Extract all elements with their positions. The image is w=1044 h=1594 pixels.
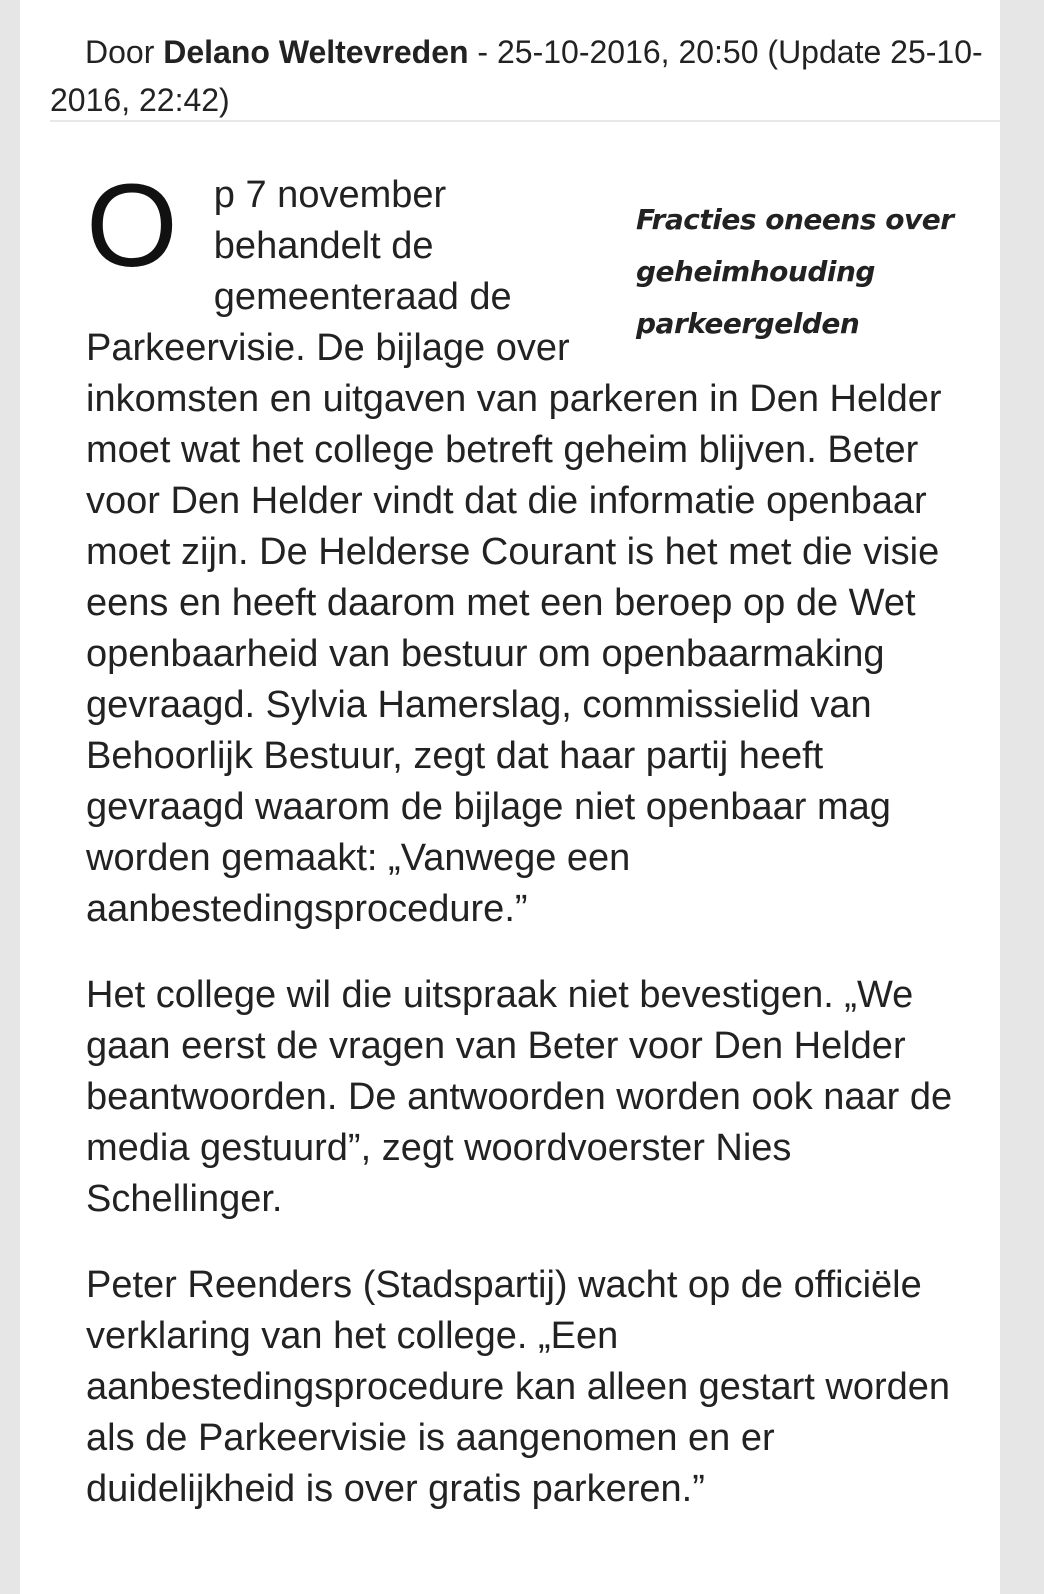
byline-divider bbox=[50, 120, 1000, 122]
article-paragraph-1-text: p 7 november behandelt de gemeenteraad de Parkeervisie. De bijlage over inkomsten en uitgaven van parkeren in Den Helder moet wat het college betreft geheim blijven. Beter voor Den Helder vindt dat die informatie openbaar moet zijn. De Helderse Courant is het met die visie eens en heeft daarom met een beroep op de Wet openbaarheid van bestuur om openbaarmaking gevraagd. Sylvia Hamerslag, commissielid van Behoorlijk Bestuur, zegt dat haar partij heeft gevraagd waarom de bijlage niet openbaar mag worden gemaakt: „Vanwege een aanbestedingsprocedure.” bbox=[86, 174, 942, 930]
drop-cap: O bbox=[86, 160, 178, 292]
article-page bbox=[20, 0, 1000, 1594]
pull-quote: Fracties oneens over geheimhouding parkeergelden bbox=[636, 203, 954, 340]
byline-date: - 25-10-2016, 20:50 (Update 25-10-2016, 22:42) bbox=[50, 34, 983, 118]
byline-prefix: Door bbox=[85, 34, 155, 70]
byline-author[interactable]: Delano Weltevreden bbox=[163, 34, 469, 70]
article-paragraph-3: Peter Reenders (Stadspartij) wacht op de officiële verklaring van het college. „Een aanbestedingsprocedure kan alleen gestart worden als de Parkeervisie is aangenomen en er duidelijkheid is over gratis parkeren.” bbox=[86, 1264, 951, 1510]
article-body bbox=[86, 160, 956, 1550]
byline bbox=[50, 28, 990, 124]
article-paragraph-2: Het college wil die uitspraak niet bevestigen. „We gaan eerst de vragen van Beter voor Den Helder beantwoorden. De antwoorden worden ook naar de media gestuurd”, zegt woordvoerster Nies Schellinger. bbox=[86, 974, 953, 1220]
